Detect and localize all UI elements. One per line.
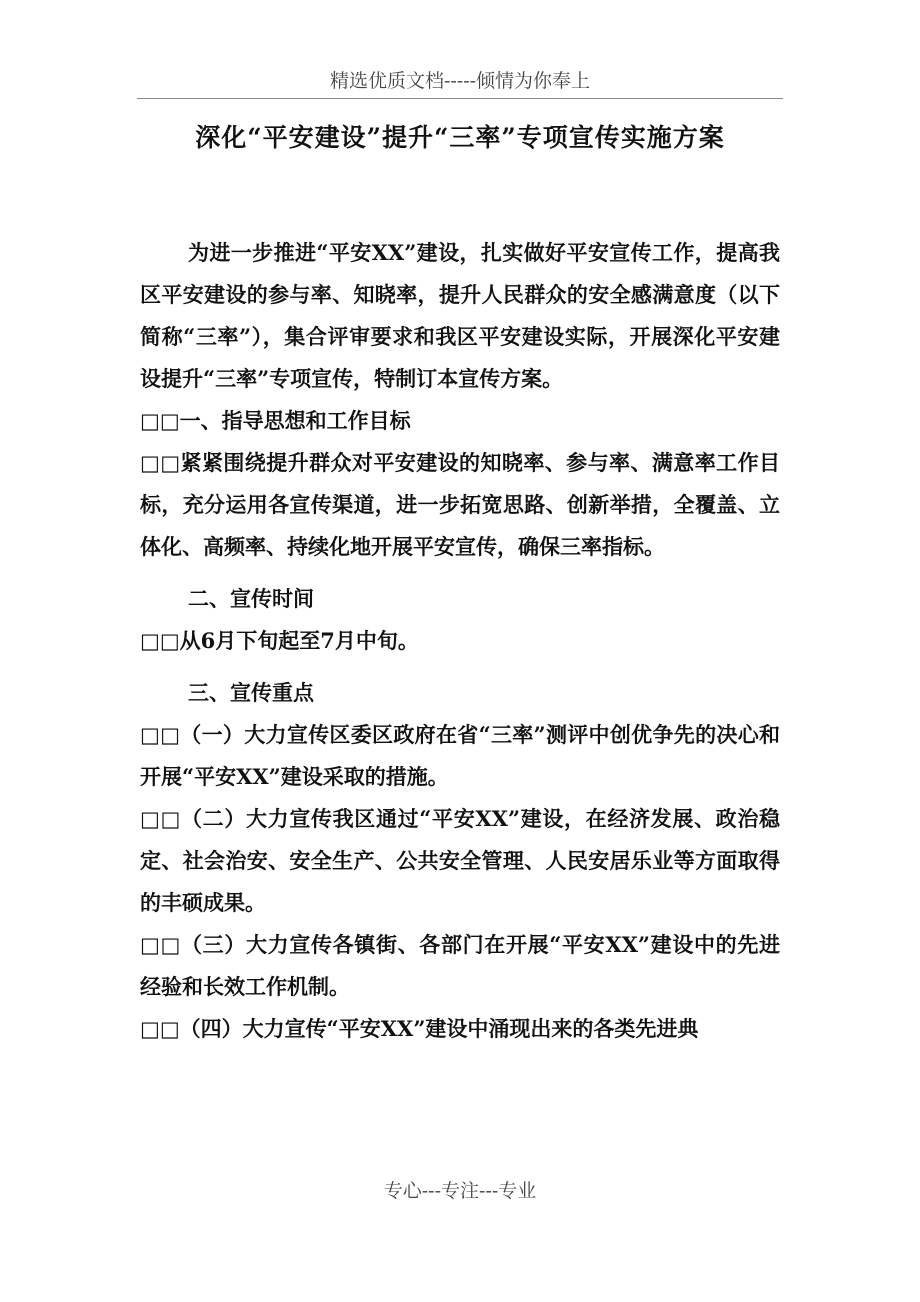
section-2-paragraph: □□从6月下旬起至7月中旬。	[140, 628, 419, 653]
page-footer: 专心---专注---专业	[383, 1180, 537, 1202]
section-3-item-1: □□（一）大力宣传区委区政府在省“三率”测评中创优争先的决心和开展“平安XX”建设采取的措施。	[140, 722, 780, 789]
section-heading-3: 三、宣传重点	[188, 680, 314, 705]
section-3-item-4: □□（四）大力宣传“平安XX”建设中涌现出来的各类先进典	[140, 1016, 699, 1041]
section-3-item-2: □□（二）大力宣传我区通过“平安XX”建设，在经济发展、政治稳定、社会治安、安全生产、公共安全管理、人民安居乐业等方面取得的丰硕成果。	[140, 806, 780, 915]
intro-paragraph: 为进一步推进“平安XX”建设，扎实做好平安宣传工作，提高我区平安建设的参与率、知晓率，提升人民群众的安全感满意度（以下简称“三率”），集合评审要求和我区平安建设实际，开展深化平安建设提升“三率”专项宣传，特制订本宣传方案。	[140, 240, 780, 391]
document-title: 深化“平安建设”提升“三率”专项宣传实施方案	[195, 123, 725, 152]
document-body	[140, 232, 780, 1050]
section-3-item-3: □□（三）大力宣传各镇街、各部门在开展“平安XX”建设中的先进经验和长效工作机制。	[140, 932, 780, 999]
section-heading-1: □□一、指导思想和工作目标	[140, 408, 411, 433]
page-header: 精选优质文档-----倾情为你奉上	[329, 70, 591, 92]
section-1-paragraph: □□紧紧围绕提升群众对平安建设的知晓率、参与率、满意率工作目标，充分运用各宣传渠道，进一步拓宽思路、创新举措，全覆盖、立体化、高频率、持续化地开展平安宣传，确保三率指标。	[140, 450, 780, 559]
header-divider	[137, 98, 783, 99]
section-heading-2: 二、宣传时间	[188, 586, 314, 611]
